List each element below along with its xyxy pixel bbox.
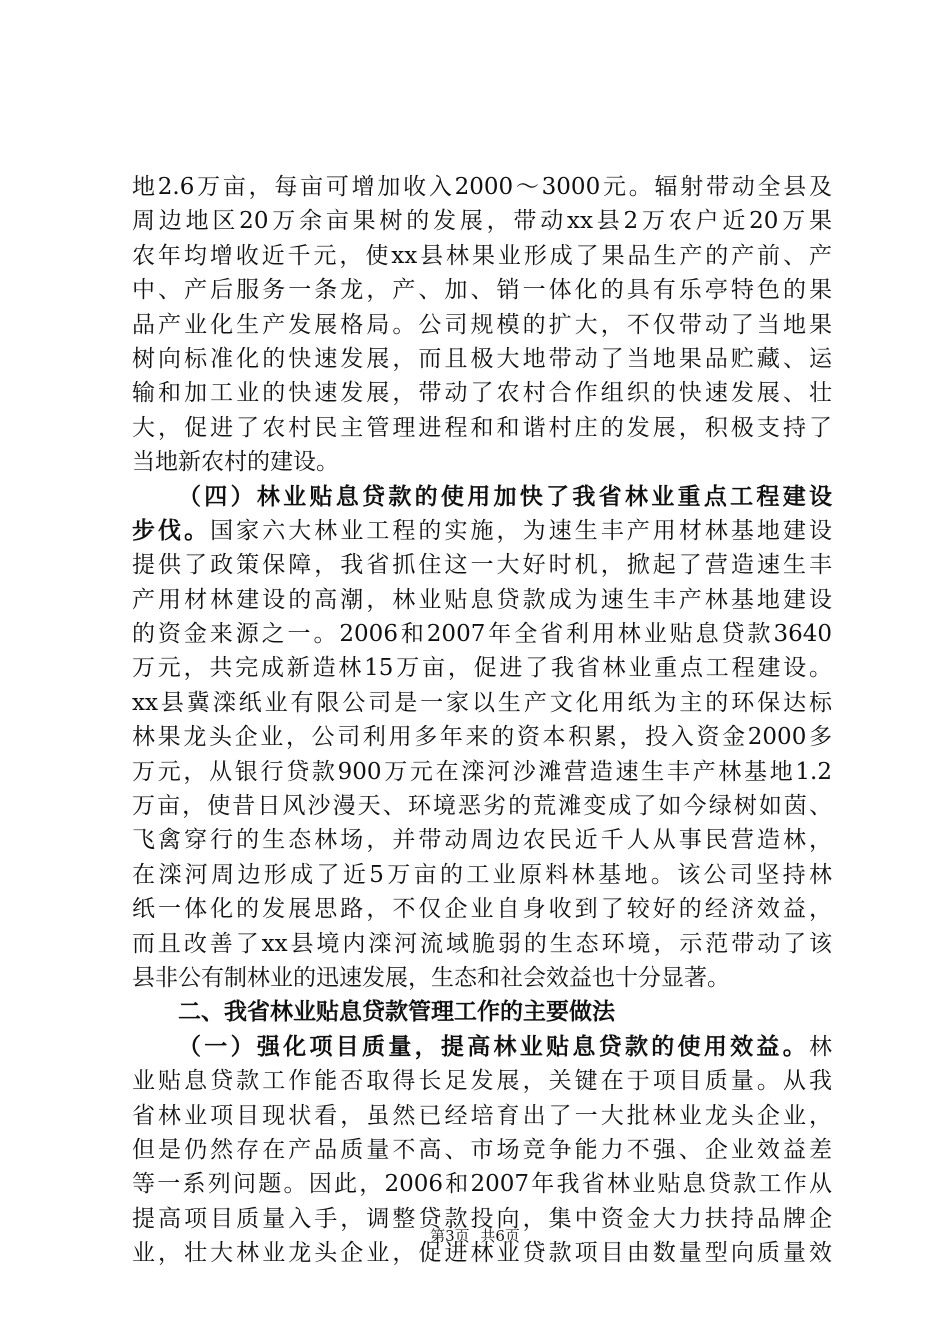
text-line: 输和加工业的快速发展，带动了农村合作组织的快速发展、壮: [132, 380, 832, 407]
text-line: [132, 1030, 832, 1064]
text-line: 但是仍然存在产品质量不高、市场竞争能力不强、企业效益差: [132, 1136, 832, 1163]
document-body: [132, 170, 832, 1271]
text-line: 提高项目质量入手，调整贷款投向，集中资金大力扶持品牌企: [132, 1205, 832, 1232]
text-line: 地2.6万亩，每亩可增加收入2000～3000元。辐射带动全县及: [132, 174, 832, 200]
page-footer: [0, 1226, 950, 1246]
text-line: 万元，共完成新造林15万亩，促进了我省林业重点工程建设。: [132, 655, 832, 682]
text-line: 周边地区20万余亩果树的发展，带动xx县2万农户近20万果: [132, 208, 832, 235]
text-line: 万亩，使昔日风沙漫天、环境恶劣的荒滩变成了如今绿树如茵、: [132, 793, 832, 820]
paragraph-1: [132, 170, 832, 480]
text-line: 而且改善了xx县境内滦河流域脆弱的生态环境，示范带动了该: [132, 930, 832, 957]
text-line: [132, 514, 832, 548]
text-line: 中、产后服务一条龙，产、加、销一体化的具有乐亭特色的果: [132, 277, 832, 304]
text-line: 省林业项目现状看，虽然已经培育出了一大批林业龙头企业，: [132, 1102, 832, 1129]
text-line: 等一系列问题。因此，2006和2007年我省林业贴息贷款工作从: [132, 1171, 832, 1198]
page-number: 第3页: [430, 1227, 470, 1245]
paragraph-heading: （四）林业贴息贷款的使用加快了我省林业重点工程建设: [178, 482, 832, 510]
text-line: 在滦河周边形成了近5万亩的工业原料林基地。该公司坚持林: [132, 861, 832, 888]
text-line: 产用材林建设的高潮，林业贴息贷款成为速生丰产林基地建设: [132, 586, 832, 613]
section-heading: 二、我省林业贴息贷款管理工作的主要做法: [178, 998, 615, 1026]
text-line: 飞禽穿行的生态林场，并带动周边农民近千人从事民营造林，: [132, 827, 832, 854]
paragraph-heading: （一）强化项目质量，提高林业贴息贷款的使用效益。: [178, 1032, 809, 1060]
text-line: 林果龙头企业，公司利用多年来的资本积累，投入资金2000多: [132, 724, 832, 751]
text-span: 林: [809, 1033, 832, 1060]
paragraph-heading-end: 步伐。: [132, 516, 211, 544]
text-line: 提供了政策保障，我省抓住这一大好时机，掀起了营造速生丰: [132, 552, 832, 579]
page-total: 共6页: [480, 1227, 520, 1245]
text-line: 农年均增收近千元，使xx县林果业形成了果品生产的产前、产: [132, 242, 832, 269]
text-line: 品产业化生产发展格局。公司规模的扩大，不仅带动了当地果: [132, 311, 832, 338]
text-line: 县非公有制林业的迅速发展，生态和社会效益也十分显著。: [132, 964, 730, 991]
paragraph-2: [132, 480, 832, 996]
text-line: 业贴息贷款工作能否取得长足发展，关键在于项目质量。从我: [132, 1068, 832, 1095]
text-line: 万元，从银行贷款900万元在滦河沙滩营造速生丰产林基地1.2: [132, 758, 832, 785]
text-line: 树向标准化的快速发展，而且极大地带动了当地果品贮藏、运: [132, 345, 832, 372]
text-line: 大，促进了农村民主管理进程和和谐村庄的发展，积极支持了: [132, 414, 832, 441]
text-line: 的资金来源之一。2006和2007年全省利用林业贴息贷款3640: [132, 621, 832, 648]
text-span: 国家六大林业工程的实施，为速生丰产用材林基地建设: [210, 517, 833, 544]
text-line: 纸一体化的发展思路，不仅企业自身收到了较好的经济效益，: [132, 896, 832, 923]
text-line: xx县冀滦纸业有限公司是一家以生产文化用纸为主的环保达标: [132, 689, 832, 716]
text-line: 当地新农村的建设。: [132, 449, 339, 476]
text-line: 业，壮大林业龙头企业，促进林业贷款项目由数量型向质量效: [132, 1240, 832, 1267]
